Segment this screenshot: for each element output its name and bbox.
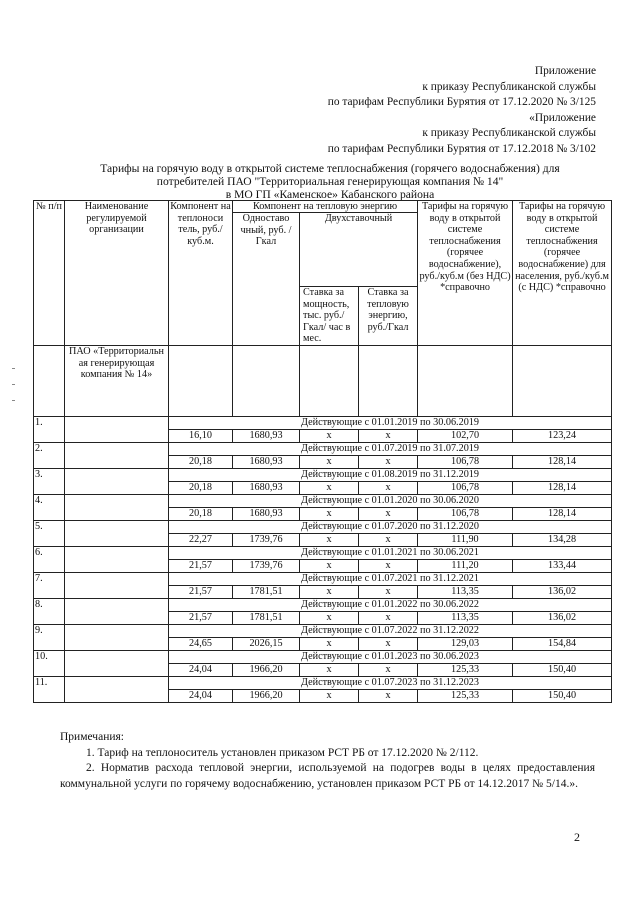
power-rate-value: x: [300, 690, 359, 703]
header-line: по тарифам Республики Бурятия от 17.12.2018 № 3/102: [327, 142, 596, 155]
power-rate-value: x: [300, 586, 359, 599]
row-number: 9.: [34, 625, 65, 651]
row-number: 11.: [34, 677, 65, 703]
header-line: «Приложение: [529, 111, 596, 124]
org-name: ПАО «Территориальн ая генерирующая компания № 14»: [65, 346, 169, 417]
tariff-vat-value: 134,28: [513, 534, 612, 547]
notes: [60, 730, 595, 792]
tariff-vat-value: 136,02: [513, 586, 612, 599]
period-row: [34, 677, 612, 690]
row-org-cell: [65, 443, 169, 469]
document-title: [60, 163, 600, 201]
row-org-cell: [65, 651, 169, 677]
header-energy-group: Компонент на тепловую энергию: [233, 201, 418, 213]
scan-mark: [12, 384, 15, 385]
single-rate-value: 1680,93: [233, 508, 300, 521]
single-rate-value: 1966,20: [233, 664, 300, 677]
header-two-rate: Двухставочный: [300, 213, 418, 287]
tariff-vat-value: 150,40: [513, 690, 612, 703]
header-carrier: Компонент на теплоноси тель, руб./ куб.м.: [169, 201, 233, 346]
power-rate-value: x: [300, 508, 359, 521]
period-row: [34, 651, 612, 664]
header-tariff-vat: Тарифы на горячую воду в открытой системе теплоснабжения (горячее водоснабжение) для населения, руб./куб.м (с НДС) *справочно: [513, 201, 612, 346]
tariff-no-vat-value: 106,78: [418, 482, 513, 495]
tariff-no-vat-value: 106,78: [418, 456, 513, 469]
period-label: Действующие с 01.07.2019 по 31.07.2019: [169, 443, 612, 456]
row-number: 3.: [34, 469, 65, 495]
scan-mark: [12, 400, 15, 401]
appendix-header: [266, 64, 596, 157]
period-row: [34, 573, 612, 586]
notes-heading: Примечания:: [60, 731, 124, 743]
row-number: 7.: [34, 573, 65, 599]
single-rate-value: 1966,20: [233, 690, 300, 703]
energy-rate-value: x: [359, 638, 418, 651]
tariff-vat-value: 128,14: [513, 482, 612, 495]
tariff-table: [33, 200, 612, 703]
period-row: [34, 547, 612, 560]
tariff-vat-value: 136,02: [513, 612, 612, 625]
energy-rate-value: x: [359, 612, 418, 625]
title-line: Тарифы на горячую воду в открытой системе теплоснабжения (горячего водоснабжения) для: [100, 162, 560, 175]
power-rate-value: x: [300, 664, 359, 677]
power-rate-value: x: [300, 430, 359, 443]
period-label: Действующие с 01.01.2019 по 30.06.2019: [169, 417, 612, 430]
tariff-no-vat-value: 106,78: [418, 508, 513, 521]
row-number: 2.: [34, 443, 65, 469]
power-rate-value: x: [300, 534, 359, 547]
org-empty-cell: [233, 346, 300, 417]
row-org-cell: [65, 521, 169, 547]
header-energy-rate: Ставка за тепловую энергию, руб./Гкал: [359, 287, 418, 346]
page-number: 2: [574, 830, 580, 844]
header-power-rate: Ставка за мощность, тыс. руб./Гкал/ час в мес.: [300, 287, 359, 346]
row-org-cell: [65, 547, 169, 573]
row-org-cell: [65, 417, 169, 443]
carrier-value: 16,10: [169, 430, 233, 443]
carrier-value: 20,18: [169, 508, 233, 521]
row-org-cell: [65, 625, 169, 651]
energy-rate-value: x: [359, 508, 418, 521]
header-single-rate: Одноставо чный, руб. /Гкал: [233, 213, 300, 346]
power-rate-value: x: [300, 456, 359, 469]
power-rate-value: x: [300, 612, 359, 625]
header-line: к приказу Республиканской службы: [422, 127, 596, 139]
tariff-no-vat-value: 113,35: [418, 586, 513, 599]
energy-rate-value: x: [359, 586, 418, 599]
period-row: [34, 469, 612, 482]
org-empty-cell: [359, 346, 418, 417]
title-line: потребителей ПАО "Территориальная генерирующая компания № 14": [156, 174, 504, 188]
carrier-value: 21,57: [169, 612, 233, 625]
period-label: Действующие с 01.07.2021 по 31.12.2021: [169, 573, 612, 586]
energy-rate-value: x: [359, 534, 418, 547]
header-line: к приказу Республиканской службы: [422, 80, 596, 93]
org-num-cell: [34, 346, 65, 417]
org-empty-cell: [300, 346, 359, 417]
tariff-vat-value: 133,44: [513, 560, 612, 573]
row-number: 5.: [34, 521, 65, 547]
org-empty-cell: [418, 346, 513, 417]
period-row: [34, 625, 612, 638]
energy-rate-value: x: [359, 456, 418, 469]
carrier-value: 24,65: [169, 638, 233, 651]
carrier-value: 24,04: [169, 664, 233, 677]
tariff-vat-value: 128,14: [513, 456, 612, 469]
single-rate-value: 1781,51: [233, 612, 300, 625]
org-empty-cell: [169, 346, 233, 417]
carrier-value: 22,27: [169, 534, 233, 547]
period-row: [34, 495, 612, 508]
header-num: № п/п: [34, 201, 65, 346]
single-rate-value: 1680,93: [233, 456, 300, 469]
energy-rate-value: x: [359, 482, 418, 495]
power-rate-value: x: [300, 638, 359, 651]
row-org-cell: [65, 495, 169, 521]
tariff-no-vat-value: 111,20: [418, 560, 513, 573]
tariff-vat-value: 123,24: [513, 430, 612, 443]
header-tariff-no-vat: Тарифы на горячую воду в открытой системе теплоснабжения (горячее водоснабжение), руб./куб.м (без НДС) *справочно: [418, 201, 513, 346]
period-row: [34, 599, 612, 612]
header-line: по тарифам Республики Бурятия от 17.12.2020 № 3/125: [327, 96, 596, 108]
tariff-no-vat-value: 102,70: [418, 430, 513, 443]
period-label: Действующие с 01.01.2021 по 30.06.2021: [169, 547, 612, 560]
header-org: Наименование регулируемой организации: [65, 201, 169, 346]
carrier-value: 20,18: [169, 456, 233, 469]
single-rate-value: 1680,93: [233, 430, 300, 443]
tariff-no-vat-value: 125,33: [418, 690, 513, 703]
period-row: [34, 521, 612, 534]
energy-rate-value: x: [359, 430, 418, 443]
tariff-no-vat-value: 129,03: [418, 638, 513, 651]
single-rate-value: 2026,15: [233, 638, 300, 651]
note-item: 1. Тариф на теплоноситель установлен приказом РСТ РБ от 17.12.2020 № 2/112.: [86, 746, 479, 759]
period-label: Действующие с 01.07.2020 по 31.12.2020: [169, 521, 612, 534]
power-rate-value: x: [300, 482, 359, 495]
period-label: Действующие с 01.07.2023 по 31.12.2023: [169, 677, 612, 690]
note-item: 2. Норматив расхода тепловой энергии, используемой на подогрев воды в целях предоставления коммунальной услуги по горячему водоснабжению, установлен приказом РСТ РБ от 14.12.2017 № 5/14.».: [60, 762, 595, 790]
carrier-value: 21,57: [169, 560, 233, 573]
tariff-vat-value: 128,14: [513, 508, 612, 521]
period-label: Действующие с 01.08.2019 по 31.12.2019: [169, 469, 612, 482]
header-line: Приложение: [534, 65, 596, 77]
single-rate-value: 1781,51: [233, 586, 300, 599]
period-label: Действующие с 01.01.2023 по 30.06.2023: [169, 651, 612, 664]
row-org-cell: [65, 573, 169, 599]
tariff-no-vat-value: 125,33: [418, 664, 513, 677]
period-label: Действующие с 01.01.2020 по 30.06.2020: [169, 495, 612, 508]
tariff-vat-value: 154,84: [513, 638, 612, 651]
energy-rate-value: x: [359, 690, 418, 703]
single-rate-value: 1739,76: [233, 534, 300, 547]
period-label: Действующие с 01.07.2022 по 31.12.2022: [169, 625, 612, 638]
single-rate-value: 1680,93: [233, 482, 300, 495]
row-number: 10.: [34, 651, 65, 677]
header-row: [34, 201, 612, 213]
single-rate-value: 1739,76: [233, 560, 300, 573]
energy-rate-value: x: [359, 664, 418, 677]
period-row: [34, 443, 612, 456]
row-number: 1.: [34, 417, 65, 443]
tariff-no-vat-value: 113,35: [418, 612, 513, 625]
scan-mark: [12, 368, 15, 369]
carrier-value: 20,18: [169, 482, 233, 495]
power-rate-value: x: [300, 560, 359, 573]
tariff-no-vat-value: 111,90: [418, 534, 513, 547]
tariff-vat-value: 150,40: [513, 664, 612, 677]
carrier-value: 21,57: [169, 586, 233, 599]
title-line: в МО ГП «Каменское» Кабанского района: [225, 187, 435, 201]
org-row: [34, 346, 612, 417]
carrier-value: 24,04: [169, 690, 233, 703]
period-label: Действующие с 01.01.2022 по 30.06.2022: [169, 599, 612, 612]
row-number: 4.: [34, 495, 65, 521]
row-org-cell: [65, 677, 169, 703]
row-org-cell: [65, 469, 169, 495]
period-row: [34, 417, 612, 430]
row-number: 8.: [34, 599, 65, 625]
row-number: 6.: [34, 547, 65, 573]
row-org-cell: [65, 599, 169, 625]
energy-rate-value: x: [359, 560, 418, 573]
org-empty-cell: [513, 346, 612, 417]
